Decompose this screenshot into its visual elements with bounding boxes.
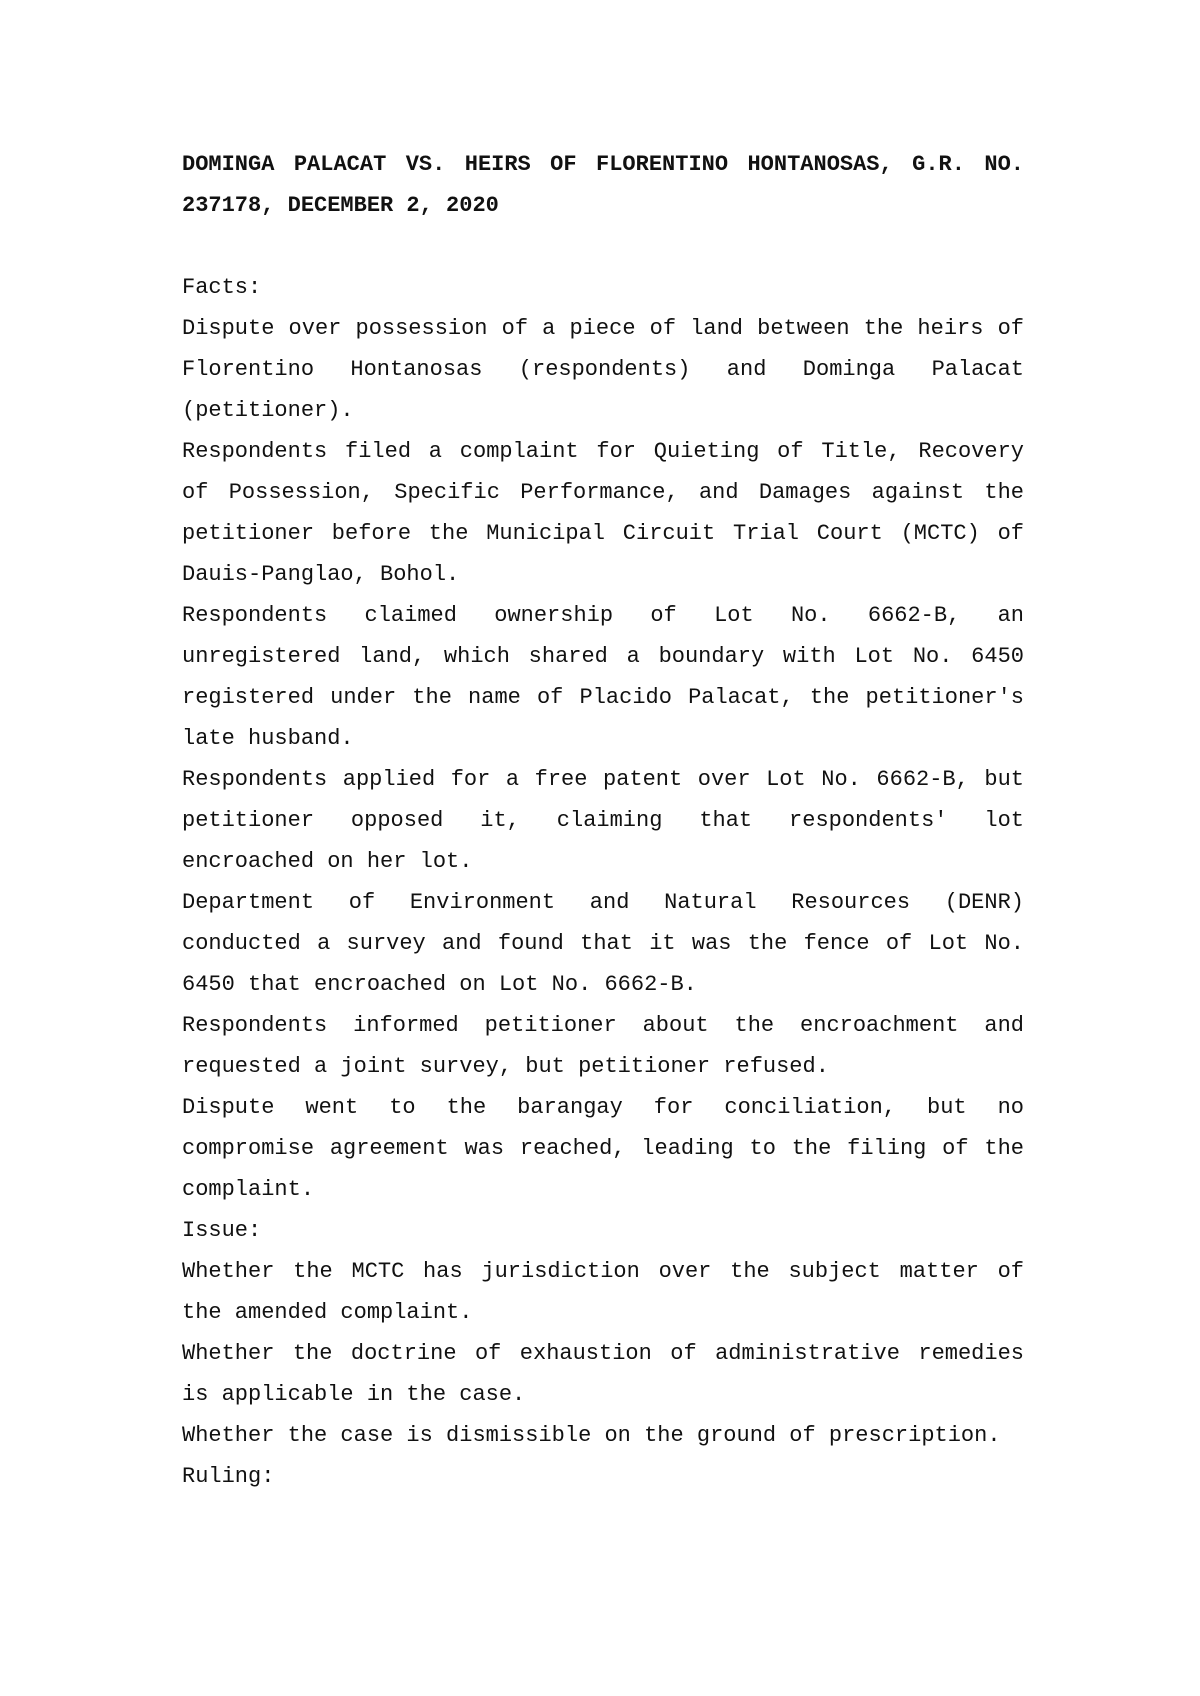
case-title: DOMINGA PALACAT VS. HEIRS OF FLORENTINO HONTANOSAS, G.R. NO. 237178, DECEMBER 2, 2020 xyxy=(182,152,1024,218)
issue-paragraph: Whether the case is dismissible on the ground of prescription. xyxy=(182,1423,1001,1448)
facts-heading: Facts: xyxy=(182,275,262,300)
issue-paragraph: Whether the doctrine of exhaustion of administrative remedies is applicable in the case. xyxy=(182,1341,1024,1407)
issue-paragraph: Whether the MCTC has jurisdiction over the subject matter of the amended complaint. xyxy=(182,1259,1024,1325)
facts-paragraph: Dispute over possession of a piece of land between the heirs of Florentino Hontanosas (respondents) and Dominga Palacat (petitioner). xyxy=(182,316,1024,423)
document-body xyxy=(182,144,1024,1497)
facts-paragraph: Respondents informed petitioner about the encroachment and requested a joint survey, but petitioner refused. xyxy=(182,1013,1024,1079)
facts-paragraph: Dispute went to the barangay for conciliation, but no compromise agreement was reached, leading to the filing of the complaint. xyxy=(182,1095,1024,1202)
facts-paragraph: Respondents applied for a free patent over Lot No. 6662-B, but petitioner opposed it, claiming that respondents' lot encroached on her lot. xyxy=(182,767,1024,874)
facts-paragraph: Respondents claimed ownership of Lot No. 6662-B, an unregistered land, which shared a boundary with Lot No. 6450 registered under the name of Placido Palacat, the petitioner's late husband. xyxy=(182,603,1024,751)
facts-paragraph: Department of Environment and Natural Resources (DENR) conducted a survey and found that it was the fence of Lot No. 6450 that encroached on Lot No. 6662-B. xyxy=(182,890,1024,997)
facts-paragraph: Respondents filed a complaint for Quieting of Title, Recovery of Possession, Specific Performance, and Damages against the petitioner before the Municipal Circuit Trial Court (MCTC) of Dauis-Panglao, Bohol. xyxy=(182,439,1024,587)
issue-heading: Issue: xyxy=(182,1218,262,1243)
ruling-heading: Ruling: xyxy=(182,1464,275,1489)
